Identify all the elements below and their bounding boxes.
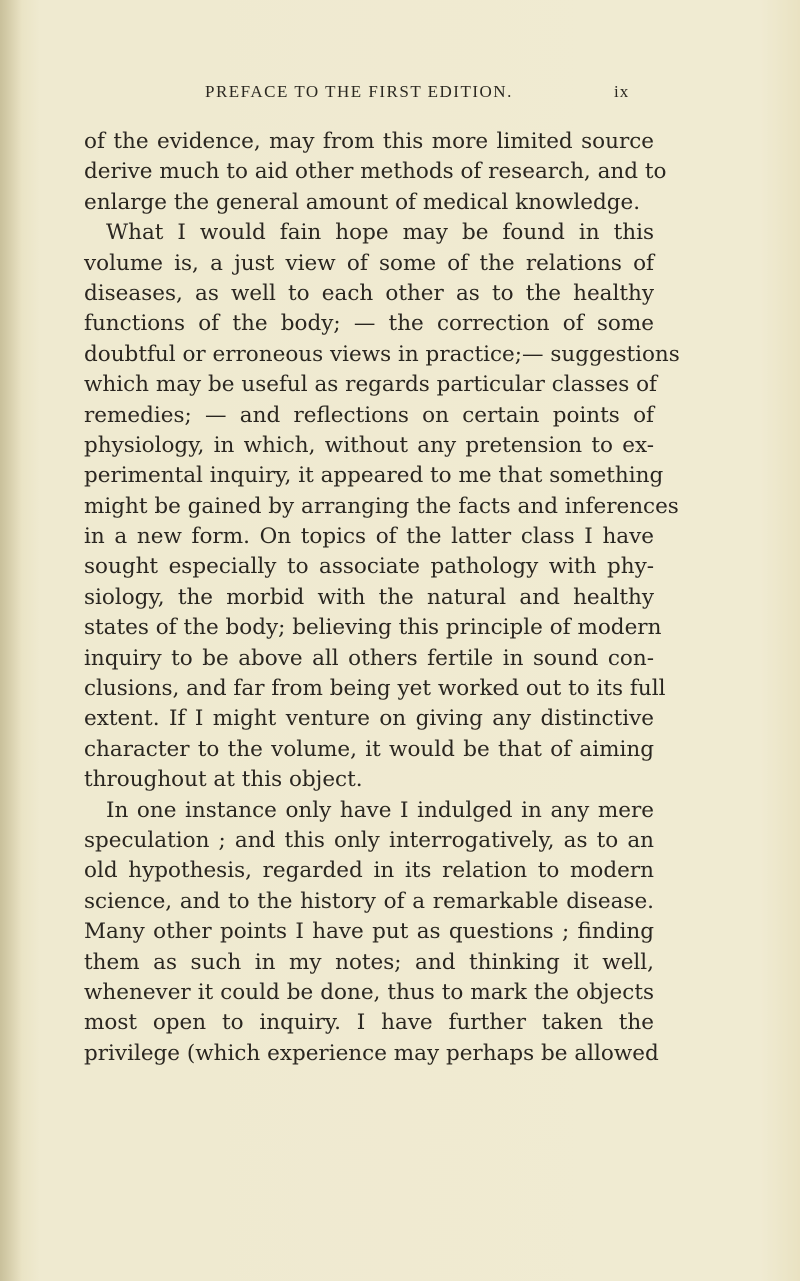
text-line: inquiry to be above all others fertile in sound con- [84, 645, 654, 671]
text-line: science, and to the history of a remarkable disease. [84, 888, 654, 914]
text-line: remedies; — and reflections on certain points of [84, 402, 654, 428]
text-line: which may be useful as regards particular classes of [84, 372, 658, 398]
text-line: functions of the body; — the correction of some [84, 311, 654, 337]
text-line: derive much to aid other methods of research, and to [84, 159, 667, 185]
text-line: Many other points I have put as questions ; finding [84, 919, 654, 945]
text-line: of the evidence, may from this more limited source [84, 129, 654, 154]
page-gutter-shadow [0, 0, 22, 1281]
text-line: physiology, in which, without any pretension to ex- [84, 432, 654, 458]
text-line: might be gained by arranging the facts and inferences [84, 493, 679, 519]
body-text [84, 127, 680, 1069]
text-line: siology, the morbid with the natural and healthy [84, 584, 654, 610]
text-line: What I would fain hope may be found in this [106, 220, 654, 246]
text-line: throughout at this object. [84, 767, 363, 793]
text-line: states of the body; believing this principle of modern [84, 615, 662, 641]
text-line: speculation ; and this only interrogatively, as to an [84, 827, 654, 853]
running-head-title: PREFACE TO THE FIRST EDITION. [205, 82, 513, 101]
text-line: In one instance only have I indulged in any mere [106, 797, 654, 823]
text-line: character to the volume, it would be that of aiming [84, 736, 654, 762]
text-line: sought especially to associate pathology with phy- [84, 554, 654, 580]
text-line: in a new form. On topics of the latter class I have [84, 524, 654, 550]
text-line: perimental inquiry, it appeared to me that something [84, 463, 664, 489]
text-line: most open to inquiry. I have further taken the [84, 1010, 654, 1036]
text-line: extent. If I might venture on giving any distinctive [84, 706, 654, 732]
text-line: them as such in my notes; and thinking it well, [84, 949, 654, 975]
text-line: whenever it could be done, thus to mark the objects [84, 979, 654, 1005]
text-line: clusions, and far from being yet worked out to its full [84, 676, 666, 702]
text-line: privilege (which experience may perhaps be allowed [84, 1040, 659, 1066]
text-line: diseases, as well to each other as to the healthy [84, 280, 654, 306]
text-line: volume is, a just view of some of the relations of [84, 250, 654, 276]
text-line: enlarge the general amount of medical knowledge. [84, 189, 641, 215]
text-line: doubtful or erroneous views in practice;— suggestions [84, 341, 680, 367]
text-line: old hypothesis, regarded in its relation to modern [84, 858, 654, 884]
page-number: ix [614, 82, 630, 101]
running-head [0, 82, 800, 106]
